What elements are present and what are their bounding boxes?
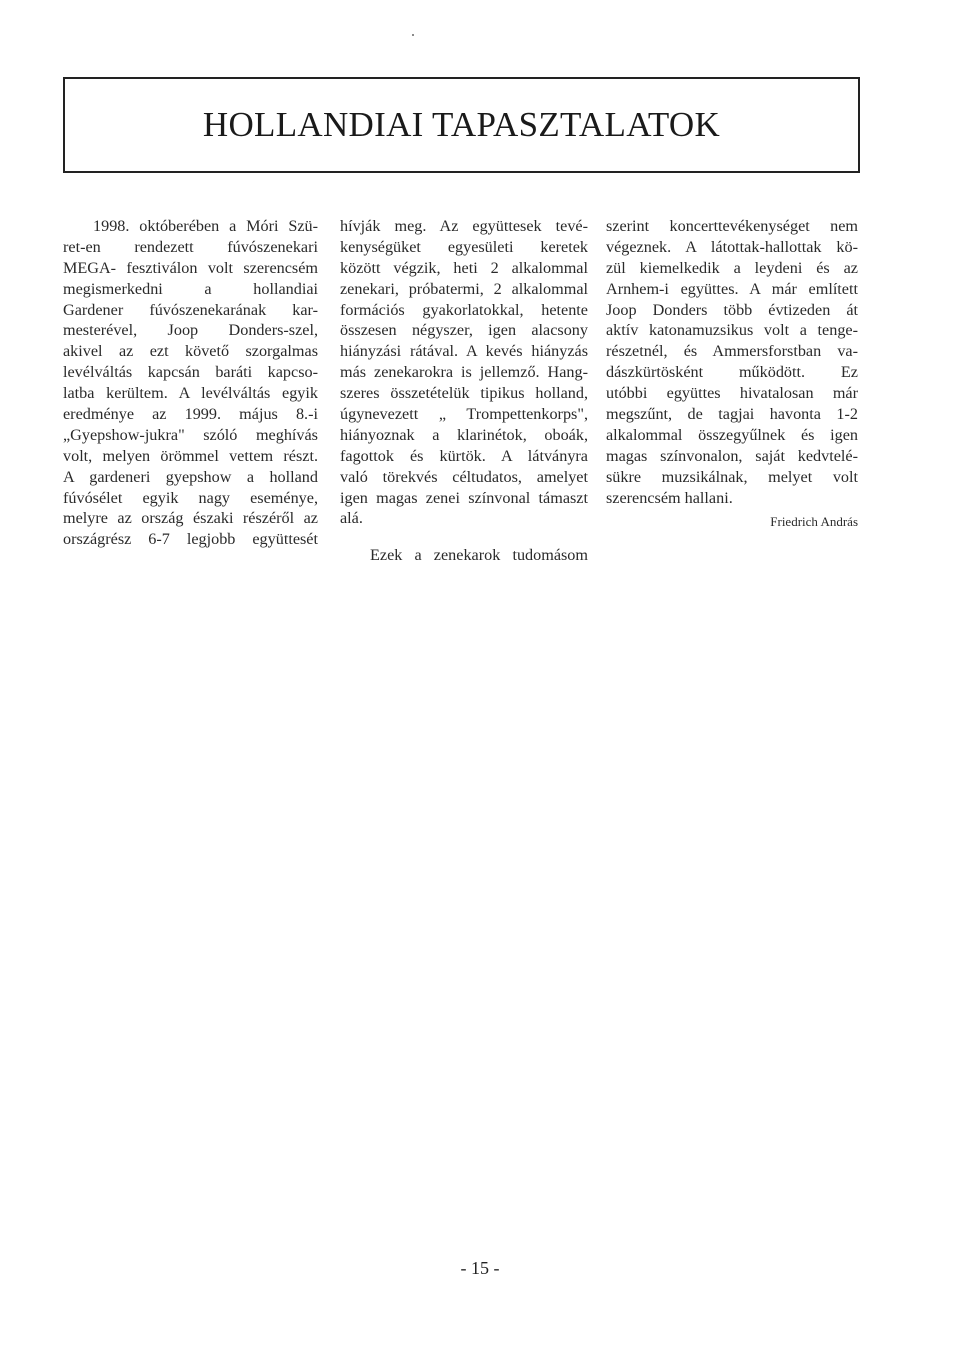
text-line: való törekvés céltudatos, amelyet [340,467,588,486]
text-line: szerint koncerttevékenységet nem [606,217,858,235]
text-line: igen magas zenei színvonal támaszt [340,488,588,507]
text-line: alkalommal összegyűlnek és igen [606,425,858,444]
text-line: szerencsém hallani. [606,488,733,507]
text-line: Gardener fúvószenekarának kar- [63,300,318,319]
text-line: utóbbi együttes hivatalosan már [606,384,858,403]
text-line: volt, melyen örömmel vettem részt. [63,446,318,465]
text-line: hívják meg. Az együttesek tevé- [340,217,588,235]
text-line: szeres összetételük tipikus holland, [340,384,588,403]
author-signature: Friedrich András [770,514,858,530]
text-line: fagottok és kürtök. A látványra [340,446,588,465]
text-line: melyre az ország északi részéről az [63,509,318,528]
text-line: formációs gyakorlatokkal, hetente [340,300,588,319]
text-line: levélváltás kapcsán baráti kapcso- [63,363,318,382]
text-column-1 [63,216,318,550]
text-line: eredménye az 1999. május 8.-i [63,405,318,424]
page-number: - 15 - [460,1258,500,1278]
text-line: Arnhem-i együttes. A már említett [606,279,858,298]
text-line: 1998. októberében a Móri Szü- [93,217,318,235]
text-line: mesterével, Joop Donders-szel, [63,321,318,340]
text-line: hiányzási rátával. A kevés hiányzás [340,342,588,361]
text-line: zenekari, próbatermi, 2 alkalommal [340,279,588,298]
text-line: között végzik, heti 2 alkalommal [340,258,588,277]
text-line: ret-en rendezett fúvószenekari [63,237,318,256]
title-frame [63,77,860,173]
text-line: MEGA- fesztiválon volt szerencsém [63,258,318,277]
text-line: úgynevezett „ Trompettenkorps", [340,405,588,424]
text-line: Joop Donders több évtizeden át [606,300,858,319]
text-line: összesen négyszer, igen alacsony [340,321,588,340]
text-line: akivel az ezt követő szorgalmas [63,342,318,361]
text-line: zül kiemelkedik a leydeni és az [606,258,858,277]
text-line: megismerkedni a hollandiai [63,279,318,298]
text-line: sükre muzsikálnak, melyet volt [606,467,858,486]
text-column-3 [606,216,858,532]
text-line: magas színvonalon, saját kedvtelé- [606,446,858,465]
text-line: országrész 6-7 legjobb együttesét [63,530,318,549]
text-line: fúvósélet egyik nagy eseménye, [63,488,318,507]
paragraph-gap [340,529,588,545]
text-line: kenységüket egyesületi keretek [340,237,588,256]
article-title: HOLLANDIAI TAPASZTALATOK [202,105,721,144]
text-line: Ezek a zenekarok tudomásom [370,546,588,565]
text-line: A gardeneri gyepshow a holland [63,467,318,486]
text-line: megszűnt, de tagjai havonta 1-2 [606,405,858,424]
page-speck [412,34,414,36]
text-line: latba kerültem. A levélváltás egyik [63,384,318,403]
text-line: hiányoznak a klarinétok, oboák, [340,425,588,444]
text-line: aktív katonamuzsikus volt a tenge- [606,321,858,340]
text-line: dászkürtösként működött. Ez [606,363,858,382]
text-line: „Gyepshow-jukra" szóló meghívás [63,425,318,444]
text-line: végeznek. A látottak-hallottak kö- [606,237,858,256]
text-column-2 [340,216,588,566]
text-line: más zenekarokra is jellemző. Hang- [340,363,588,382]
text-line: alá. [340,509,363,528]
text-line: részetnél, és Ammersforstban va- [606,342,858,361]
